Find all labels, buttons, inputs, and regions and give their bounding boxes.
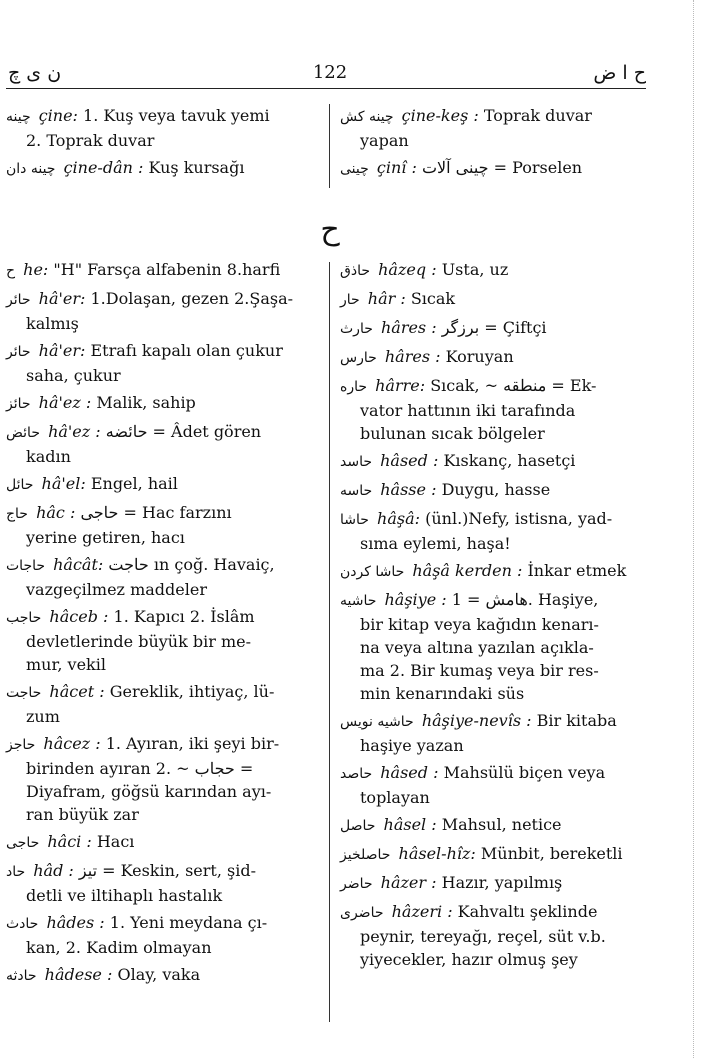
entry-definition-line: yapan <box>360 131 409 150</box>
entry-first-line <box>6 156 318 181</box>
entry-first-line <box>6 732 318 757</box>
entry-definition-line: Diyafram, göğsü karından ayı- <box>26 782 272 801</box>
entry-definition-line: برزگر = Çiftçi <box>441 318 547 337</box>
entry-arabic-headword: حاشا كردن <box>340 564 405 580</box>
entry-arabic-headword: حاد <box>6 864 26 880</box>
dictionary-entry <box>340 374 640 445</box>
entry-first-line <box>6 391 318 416</box>
entry-arabic-headword: حاذق <box>340 263 371 279</box>
entry-first-line <box>6 830 318 855</box>
dictionary-entry <box>6 156 318 181</box>
entry-definition-line: mur, vekil <box>26 655 106 674</box>
entry-arabic-headword: حارس <box>340 350 377 366</box>
entry-first-line <box>340 316 640 341</box>
entry-first-line <box>340 345 640 370</box>
entry-definition-line: Kıskanç, hasetçi <box>443 451 576 470</box>
entry-first-line <box>340 813 640 838</box>
page-number: 122 <box>312 62 348 83</box>
dictionary-entry <box>6 472 318 497</box>
entry-definition-line: Usta, uz <box>441 260 509 279</box>
entry-transliteration: hâres : <box>380 318 437 337</box>
entry-first-line <box>340 588 640 613</box>
entry-definition-line: vazgeçilmez maddeler <box>26 580 207 599</box>
dictionary-entry <box>340 842 640 867</box>
top-right-column <box>340 104 640 185</box>
dictionary-entry <box>340 478 640 503</box>
entry-definition-line: Toprak duvar <box>483 106 592 125</box>
entry-definition-line: peynir, tereyağı, reçel, süt v.b. <box>360 927 606 946</box>
entry-definition-line: Duygu, hasse <box>441 480 551 499</box>
entry-arabic-headword: چينه <box>6 109 31 125</box>
entry-definition-line: Hacı <box>96 832 135 851</box>
entry-transliteration: çinî : <box>376 158 417 177</box>
entry-arabic-headword: حائل <box>6 477 34 493</box>
dictionary-entry <box>340 156 640 181</box>
entry-transliteration: hâcât: <box>53 555 104 574</box>
entry-definition-line: Engel, hail <box>90 474 178 493</box>
entry-definition-line: (ünl.)Nefy, istisna, yad- <box>425 509 613 528</box>
dictionary-entry <box>6 963 318 988</box>
entry-definition-line: Malik, sahip <box>96 393 196 412</box>
entry-first-line <box>340 761 640 786</box>
entry-arabic-headword: چينه كش <box>340 109 394 125</box>
entry-definition-line: حائضه = Âdet gören <box>105 422 262 441</box>
page-spine-edge <box>693 0 700 1058</box>
dictionary-entry <box>340 287 640 312</box>
entry-transliteration: hâşâ: <box>377 509 420 528</box>
entry-definition-line: 1. Ayıran, iki şeyi bir- <box>105 734 280 753</box>
entry-transliteration: hâcez : <box>43 734 101 753</box>
entry-transliteration: çine-dân : <box>63 158 144 177</box>
dictionary-entry <box>340 345 640 370</box>
column-divider-main <box>329 262 330 1022</box>
section-letter: ح <box>320 212 340 247</box>
entry-definition-line: kadın <box>26 447 71 466</box>
entry-first-line <box>340 104 640 129</box>
dictionary-entry <box>6 420 318 468</box>
dictionary-entry <box>6 830 318 855</box>
entry-arabic-headword: حاشيه <box>340 593 377 609</box>
entry-definition-line: detli ve iltihaplı hastalık <box>26 886 223 905</box>
entry-transliteration: hâ'ez : <box>38 393 92 412</box>
dictionary-entry <box>340 871 640 896</box>
entry-arabic-headword: حائز <box>6 396 31 412</box>
entry-arabic-headword: حاجب <box>6 610 42 626</box>
entry-definition-line: saha, çukur <box>26 366 121 385</box>
entry-definition-line: Gereklik, ihtiyaç, lü- <box>109 682 275 701</box>
entry-first-line <box>6 104 318 129</box>
entry-definition-line: 1. Yeni meydana çı- <box>109 913 268 932</box>
entry-transliteration: hâzeq : <box>378 260 437 279</box>
dictionary-entry <box>6 104 318 152</box>
entry-transliteration: hâ'el: <box>41 474 86 493</box>
dictionary-entry <box>6 732 318 826</box>
header-rule <box>6 88 646 89</box>
entry-transliteration: hâşâ kerden : <box>412 561 523 580</box>
entry-transliteration: hâşiye-nevîs : <box>421 711 532 730</box>
entry-transliteration: hâ'er: <box>38 341 86 360</box>
entry-definition-line: "H" Farsça alfabenin 8.harfi <box>53 260 281 279</box>
dictionary-entry <box>340 588 640 705</box>
entry-definition-line: kalmış <box>26 314 79 333</box>
entry-arabic-headword: چينه دان <box>6 161 56 177</box>
dictionary-entry <box>340 449 640 474</box>
entry-definition-line: Sıcak <box>410 289 456 308</box>
entry-transliteration: hâsel-hîz: <box>398 844 476 863</box>
entry-arabic-headword: حائر <box>6 292 31 308</box>
entry-first-line <box>340 287 640 312</box>
entry-transliteration: hâsse : <box>380 480 437 499</box>
entry-definition-line: vator hattının iki tarafında <box>360 401 576 420</box>
entry-arabic-headword: حاسد <box>340 454 372 470</box>
entry-arabic-headword: ح <box>6 263 16 279</box>
dictionary-entry <box>340 316 640 341</box>
entry-first-line <box>6 258 318 283</box>
entry-definition-line: min kenarındaki süs <box>360 684 525 703</box>
entry-first-line <box>6 339 318 364</box>
entry-transliteration: hâdes : <box>46 913 105 932</box>
entry-definition-line: Mahsul, netice <box>441 815 562 834</box>
entry-transliteration: hâşiye : <box>384 590 447 609</box>
entry-arabic-headword: حاصل <box>340 818 376 834</box>
entry-definition-line: İnkar etmek <box>527 561 627 580</box>
dictionary-entry <box>340 258 640 283</box>
entry-definition-line: Kuş kursağı <box>148 158 245 177</box>
entry-transliteration: hâres : <box>384 347 441 366</box>
entry-definition-line: 1. Kuş veya tavuk yemi <box>83 106 270 125</box>
dictionary-entry <box>6 680 318 728</box>
entry-definition-line: devletlerinde büyük bir me- <box>26 632 252 651</box>
entry-arabic-headword: حاجت <box>6 685 42 701</box>
entry-definition-line: حاجت ın çoğ. Havaiç, <box>108 555 275 574</box>
entry-transliteration: hâzeri : <box>391 902 453 921</box>
entry-first-line <box>340 842 640 867</box>
entry-transliteration: hâzer : <box>380 873 437 892</box>
entry-first-line <box>6 963 318 988</box>
entry-definition-line: bulunan sıcak bölgeler <box>360 424 545 443</box>
entry-definition-line: kan, 2. Kadim olmayan <box>26 938 212 957</box>
entry-definition-line: Mahsülü biçen veya <box>443 763 606 782</box>
entry-definition-line: ran büyük zar <box>26 805 139 824</box>
entry-transliteration: hâr : <box>367 289 406 308</box>
dictionary-entry <box>6 553 318 601</box>
entry-arabic-headword: حاشا <box>340 512 369 528</box>
entry-first-line <box>6 911 318 936</box>
dictionary-entry <box>340 900 640 971</box>
entry-first-line <box>6 472 318 497</box>
entry-definition-line: Bir kitaba <box>536 711 617 730</box>
entry-definition-line: Olay, vaka <box>117 965 201 984</box>
header-left-letters: ن ى چ <box>8 62 62 84</box>
dictionary-entry <box>340 559 640 584</box>
entry-arabic-headword: چينى <box>340 161 369 177</box>
dictionary-entry <box>340 709 640 757</box>
page-header <box>0 58 706 98</box>
entry-definition-line: چينى آلات = Porselen <box>421 158 583 177</box>
dictionary-entry <box>340 507 640 555</box>
dictionary-entry <box>6 911 318 959</box>
entry-arabic-headword: حاره <box>340 379 368 395</box>
entry-transliteration: hâ'er: <box>38 289 86 308</box>
column-divider-top <box>329 104 330 188</box>
entry-definition-line: Hazır, yapılmış <box>441 873 563 892</box>
entry-transliteration: he: <box>23 260 49 279</box>
dictionary-entry <box>6 339 318 387</box>
entry-arabic-headword: حائر <box>6 344 31 360</box>
entry-transliteration: hâc : <box>36 503 76 522</box>
dictionary-entry <box>6 605 318 676</box>
entry-arabic-headword: حاضرى <box>340 905 384 921</box>
top-left-column <box>6 104 318 185</box>
entry-first-line <box>340 478 640 503</box>
entry-first-line <box>340 449 640 474</box>
entry-first-line <box>6 859 318 884</box>
entry-definition-line: na veya altına yazılan açıkla- <box>360 638 594 657</box>
entry-definition-line: تيز = Keskin, sert, şid- <box>78 861 256 880</box>
entry-arabic-headword: حاجز <box>6 737 36 753</box>
entry-definition-line: bir kitap veya kağıdın kenarı- <box>360 615 599 634</box>
entry-first-line <box>340 507 640 532</box>
entry-first-line <box>340 374 640 399</box>
entry-first-line <box>340 559 640 584</box>
entry-definition-line: birinden ayıran 2. ~ حجاب = <box>26 759 254 778</box>
entry-definition-line: Sıcak, ~ منطقه = Ek- <box>430 376 597 395</box>
dictionary-entry <box>340 104 640 152</box>
entry-first-line <box>6 605 318 630</box>
entry-first-line <box>340 709 640 734</box>
entry-definition-line: Münbit, bereketli <box>480 844 623 863</box>
entry-definition-line: yiyecekler, hazır olmuş şey <box>360 950 578 969</box>
entry-definition-line: Kahvaltı şeklinde <box>457 902 598 921</box>
entry-transliteration: hâd : <box>33 861 74 880</box>
entry-transliteration: hâsed : <box>380 451 439 470</box>
entry-transliteration: hâceb : <box>49 607 109 626</box>
entry-transliteration: hâ'ez : <box>48 422 101 441</box>
entry-arabic-headword: حادثه <box>6 968 37 984</box>
entry-arabic-headword: حاصلخيز <box>340 847 391 863</box>
entry-transliteration: çine-keş : <box>401 106 479 125</box>
entry-first-line <box>6 680 318 705</box>
entry-definition-line: هامش = 1. Haşiye, <box>451 590 599 609</box>
entry-arabic-headword: حاجى <box>6 835 40 851</box>
entry-arabic-headword: حاجات <box>6 558 46 574</box>
dictionary-entry <box>340 761 640 809</box>
entry-first-line <box>340 871 640 896</box>
entry-definition-line: Etrafı kapalı olan çukur <box>90 341 283 360</box>
dictionary-entry <box>6 501 318 549</box>
entry-transliteration: hâci : <box>47 832 92 851</box>
entry-first-line <box>6 287 318 312</box>
entry-definition-line: sıma eylemi, haşa! <box>360 534 511 553</box>
entry-first-line <box>340 156 640 181</box>
entry-first-line <box>340 900 640 925</box>
entry-first-line <box>6 501 318 526</box>
entry-definition-line: yerine getiren, hacı <box>26 528 185 547</box>
entry-arabic-headword: حار <box>340 292 360 308</box>
entry-definition-line: toplayan <box>360 788 430 807</box>
entry-transliteration: hâcet : <box>49 682 105 701</box>
entry-transliteration: hâdese : <box>44 965 113 984</box>
entry-first-line <box>6 420 318 445</box>
entry-arabic-headword: حادث <box>6 916 39 932</box>
entry-transliteration: hârre: <box>375 376 426 395</box>
entry-arabic-headword: حاشيه نويس <box>340 714 414 730</box>
entry-transliteration: hâsed : <box>380 763 439 782</box>
entry-definition-line: 1.Dolaşan, gezen 2.Şaşa- <box>90 289 294 308</box>
left-column <box>6 258 318 992</box>
header-right-letters: ح ا ض <box>593 62 646 84</box>
entry-definition-line: 2. Toprak duvar <box>26 131 155 150</box>
dictionary-entry <box>6 859 318 907</box>
entry-definition-line: ma 2. Bir kumaş veya bir res- <box>360 661 599 680</box>
entry-first-line <box>6 553 318 578</box>
entry-arabic-headword: حارث <box>340 321 373 337</box>
entry-arabic-headword: حاصد <box>340 766 373 782</box>
entry-arabic-headword: حاج <box>6 506 28 522</box>
entry-definition-line: Koruyan <box>445 347 514 366</box>
dictionary-entry <box>6 258 318 283</box>
entry-arabic-headword: حاضر <box>340 876 373 892</box>
entry-definition-line: zum <box>26 707 60 726</box>
entry-transliteration: çine: <box>38 106 78 125</box>
dictionary-entry <box>340 813 640 838</box>
dictionary-entry <box>6 391 318 416</box>
entry-definition-line: حاجى = Hac farzını <box>80 503 232 522</box>
entry-arabic-headword: حاسه <box>340 483 373 499</box>
entry-arabic-headword: حائض <box>6 425 40 441</box>
entry-transliteration: hâsel : <box>383 815 437 834</box>
dictionary-entry <box>6 287 318 335</box>
right-column <box>340 258 640 975</box>
entry-definition-line: haşiye yazan <box>360 736 464 755</box>
entry-first-line <box>340 258 640 283</box>
entry-definition-line: 1. Kapıcı 2. İslâm <box>113 607 255 626</box>
